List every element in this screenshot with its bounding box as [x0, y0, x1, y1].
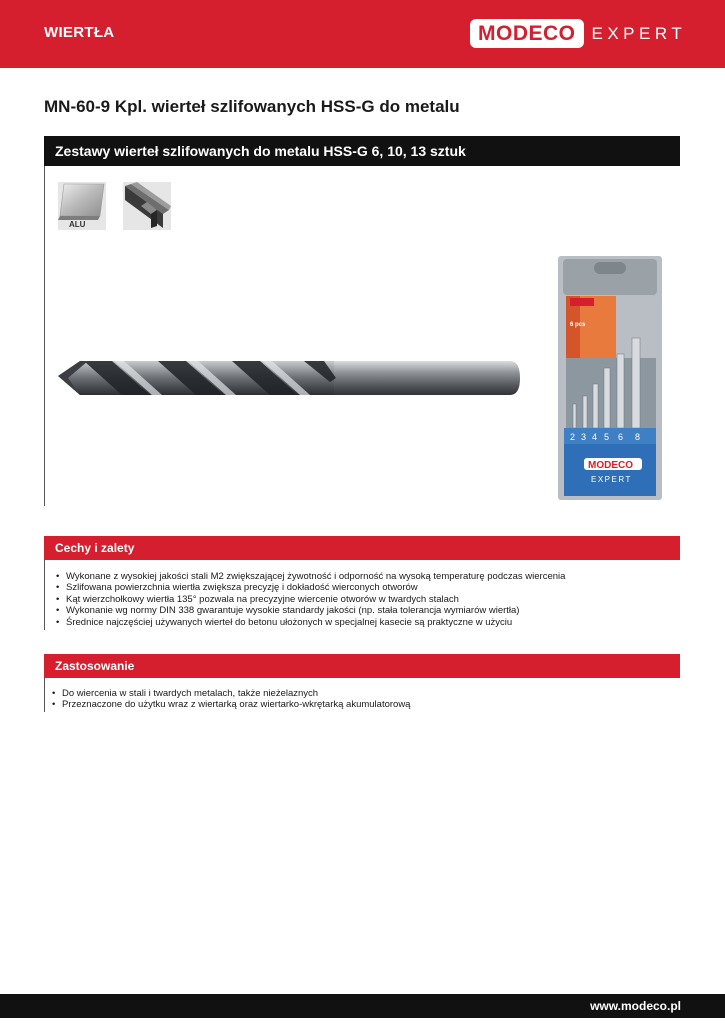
steel-profile-icon	[123, 182, 171, 230]
size-label: 5	[604, 432, 610, 442]
top-bar	[0, 0, 725, 68]
package-brand: MODECO	[588, 460, 633, 471]
size-label: 4	[592, 432, 598, 442]
material-label: ALU	[69, 220, 86, 229]
aluminium-sheet-icon	[58, 182, 106, 230]
drill-set-package-image	[558, 256, 662, 500]
brand-line: EXPERT	[591, 23, 687, 43]
brand-name: MODECO	[478, 21, 576, 45]
size-label: 8	[635, 432, 641, 442]
feature-item: • Kąt wierzchołkowy wiertła 135° pozwala na precyzyjne wiercenie otworów w twardych stalach	[56, 594, 565, 605]
application-header	[44, 654, 680, 678]
application-item: • Przeznaczone do użytku wraz z wiertarką oraz wiertarko-wkrętarką akumulatorową	[52, 699, 410, 710]
application-heading: Zastosowanie	[55, 659, 135, 673]
series-bar	[44, 136, 680, 166]
product-title: MN-60-9 Kpl. wierteł szlifowanych HSS-G do metalu	[44, 97, 460, 116]
features-heading: Cechy i zalety	[55, 541, 135, 555]
footer-bar	[0, 994, 725, 1018]
size-label: 3	[581, 432, 587, 442]
features-header	[44, 536, 680, 560]
package-brand-line: EXPERT	[591, 475, 632, 484]
size-label: 2	[570, 432, 576, 442]
application-list	[52, 688, 410, 711]
series-title: Zestawy wierteł szlifowanych do metalu HSS-G 6, 10, 13 sztuk	[55, 143, 466, 159]
feature-item: • Wykonane z wysokiej jakości stali M2 zwiększającej żywotność i odporność na wysoką temperaturę podczas wiercenia	[56, 571, 565, 582]
category-title: WIERTŁA	[44, 24, 115, 41]
feature-item: • Wykonanie wg normy DIN 338 gwarantuje wysokie standardy jakości (np. stała tolerancja wymiarów wiertła)	[56, 605, 565, 616]
brand-logo	[470, 19, 686, 48]
features-list	[56, 571, 565, 628]
left-divider	[44, 166, 45, 506]
application-item: • Do wiercenia w stali i twardych metalach, także nieżelaznych	[52, 688, 410, 699]
size-label: 6	[618, 432, 624, 442]
features-divider	[44, 560, 45, 630]
website-link[interactable]: www.modeco.pl	[590, 999, 681, 1013]
feature-item: • Szlifowana powierzchnia wiertła zwiększa precyzję i dokładość wierconych otworów	[56, 582, 565, 593]
application-divider	[44, 678, 45, 712]
feature-item: • Średnice najczęściej używanych wierteł do betonu ułożonych w specjalnej kasecie są praktyczne w użyciu	[56, 617, 565, 628]
brand-logo-box	[470, 19, 584, 48]
drill-bit-image	[54, 352, 520, 404]
package-count: 6 pcs	[570, 322, 586, 328]
